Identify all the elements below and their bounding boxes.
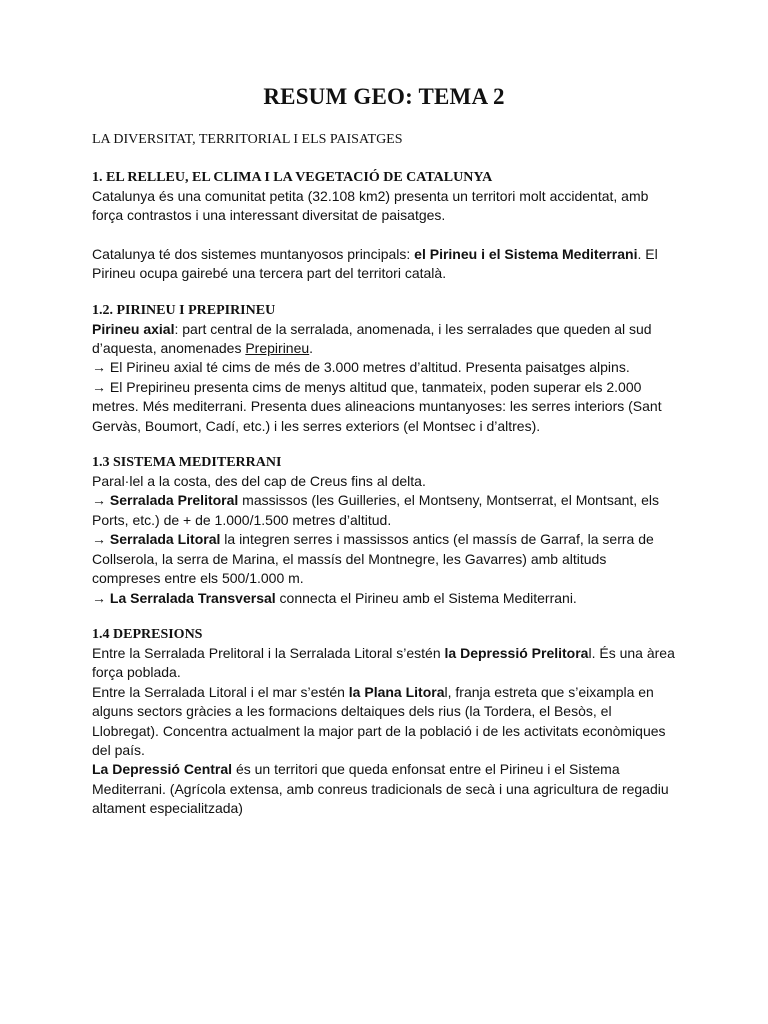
bold-text: La Depressió Central [92, 761, 233, 778]
document-title: RESUM GEO: TEMA 2 [263, 84, 505, 109]
paragraph: Entre la Serralada Litoral i el mar s’estén la Plana Litoral, franja estreta que s’eixampla en alguns sectors gràcies a les formacions deltaiques dels rius (la Tordera, el Besòs, el Llobregat). Concentra actualment la major part de la població i de les activitats econòmiques del país. [92, 683, 666, 758]
section-heading: 1.4 DEPRESIONS [92, 626, 203, 642]
paragraph: → La Serralada Transversal connecta el Pirineu amb el Sistema Mediterrani. [92, 589, 577, 606]
paragraph: → El Prepirineu presenta cims de menys altitud que, tanmateix, poden superar els 2.000 metres. Més mediterrani. Presenta dues alineacions muntanyoses: les serres interiors (Sant Gervàs, Boumort, Cadí, etc.) i les serres exteriors (el Montsec i d’altres). [92, 378, 662, 434]
section-heading: 1.2. PIRINEU I PREPIRINEU [92, 302, 276, 318]
bold-text: Pirineu axial [92, 320, 175, 337]
section-sistema-mediterrani [92, 454, 676, 608]
bold-text: el Pirineu i el Sistema Mediterrani [414, 245, 638, 262]
paragraph: Entre la Serralada Prelitoral i la Serralada Litoral s’estén la Depressió Prelitoral. És una àrea força poblada. [92, 644, 675, 681]
bold-text: Serralada Litoral [109, 531, 221, 548]
paragraph: Catalunya és una comunitat petita (32.108 km2) presenta un territori molt accidentat, amb força contrastos i una interessant diversitat de paisatges. [92, 188, 649, 224]
section-relleu [92, 169, 676, 284]
section-pirineu [92, 302, 676, 436]
paragraph: Catalunya té dos sistemes muntanyosos principals: el Pirineu i el Sistema Mediterrani. El Pirineu ocupa gairebé una tercera part del territori català. [92, 245, 658, 282]
paragraph: → El Pirineu axial té cims de més de 3.000 metres d’altitud. Presenta paisatges alpins. [92, 359, 630, 376]
bold-text: Serralada Prelitoral [109, 492, 239, 509]
paragraph: Pirineu axial: part central de la serralada, anomenada, i les serralades que queden al sud d’aquesta, anomenades Prepirineu. [92, 320, 652, 357]
section-heading: 1.3 SISTEMA MEDITERRANI [92, 455, 282, 471]
paragraph: → Serralada Prelitoral massissos (les Guilleries, el Montseny, Montserrat, el Montsant, els Ports, etc.) de + de 1.000/1.500 metres d’altitud. [92, 492, 659, 528]
bold-text: La Serralada Transversal [109, 589, 276, 606]
bold-text: la Depressió Prelitora [444, 644, 589, 661]
paragraph: Paral·lel a la costa, des del cap de Creus fins al delta. [92, 473, 426, 490]
document-page [92, 84, 676, 837]
bold-text: la Plana Litora [348, 683, 445, 700]
section-heading: 1. EL RELLEU, EL CLIMA I LA VEGETACIÓ DE CATALUNYA [92, 170, 493, 185]
section-depresions [92, 626, 676, 819]
paragraph: La Depressió Central és un territori que queda enfonsat entre el Pirineu i el Sistema Mediterrani. (Agrícola extensa, amb conreus tradicionals de secà i una agricultura de regadiu altament especialitzada) [92, 761, 669, 817]
underlined-text: Prepirineu [245, 340, 310, 357]
document-subtitle: LA DIVERSITAT, TERRITORIAL I ELS PAISATGES [92, 132, 403, 147]
paragraph: → Serralada Litoral la integren serres i massissos antics (el massís de Garraf, la serra de Collserola, la serra de Marina, el massís del Montnegre, les Gavarres) amb altituds compreses entre els 500/1.000 m. [92, 531, 654, 587]
